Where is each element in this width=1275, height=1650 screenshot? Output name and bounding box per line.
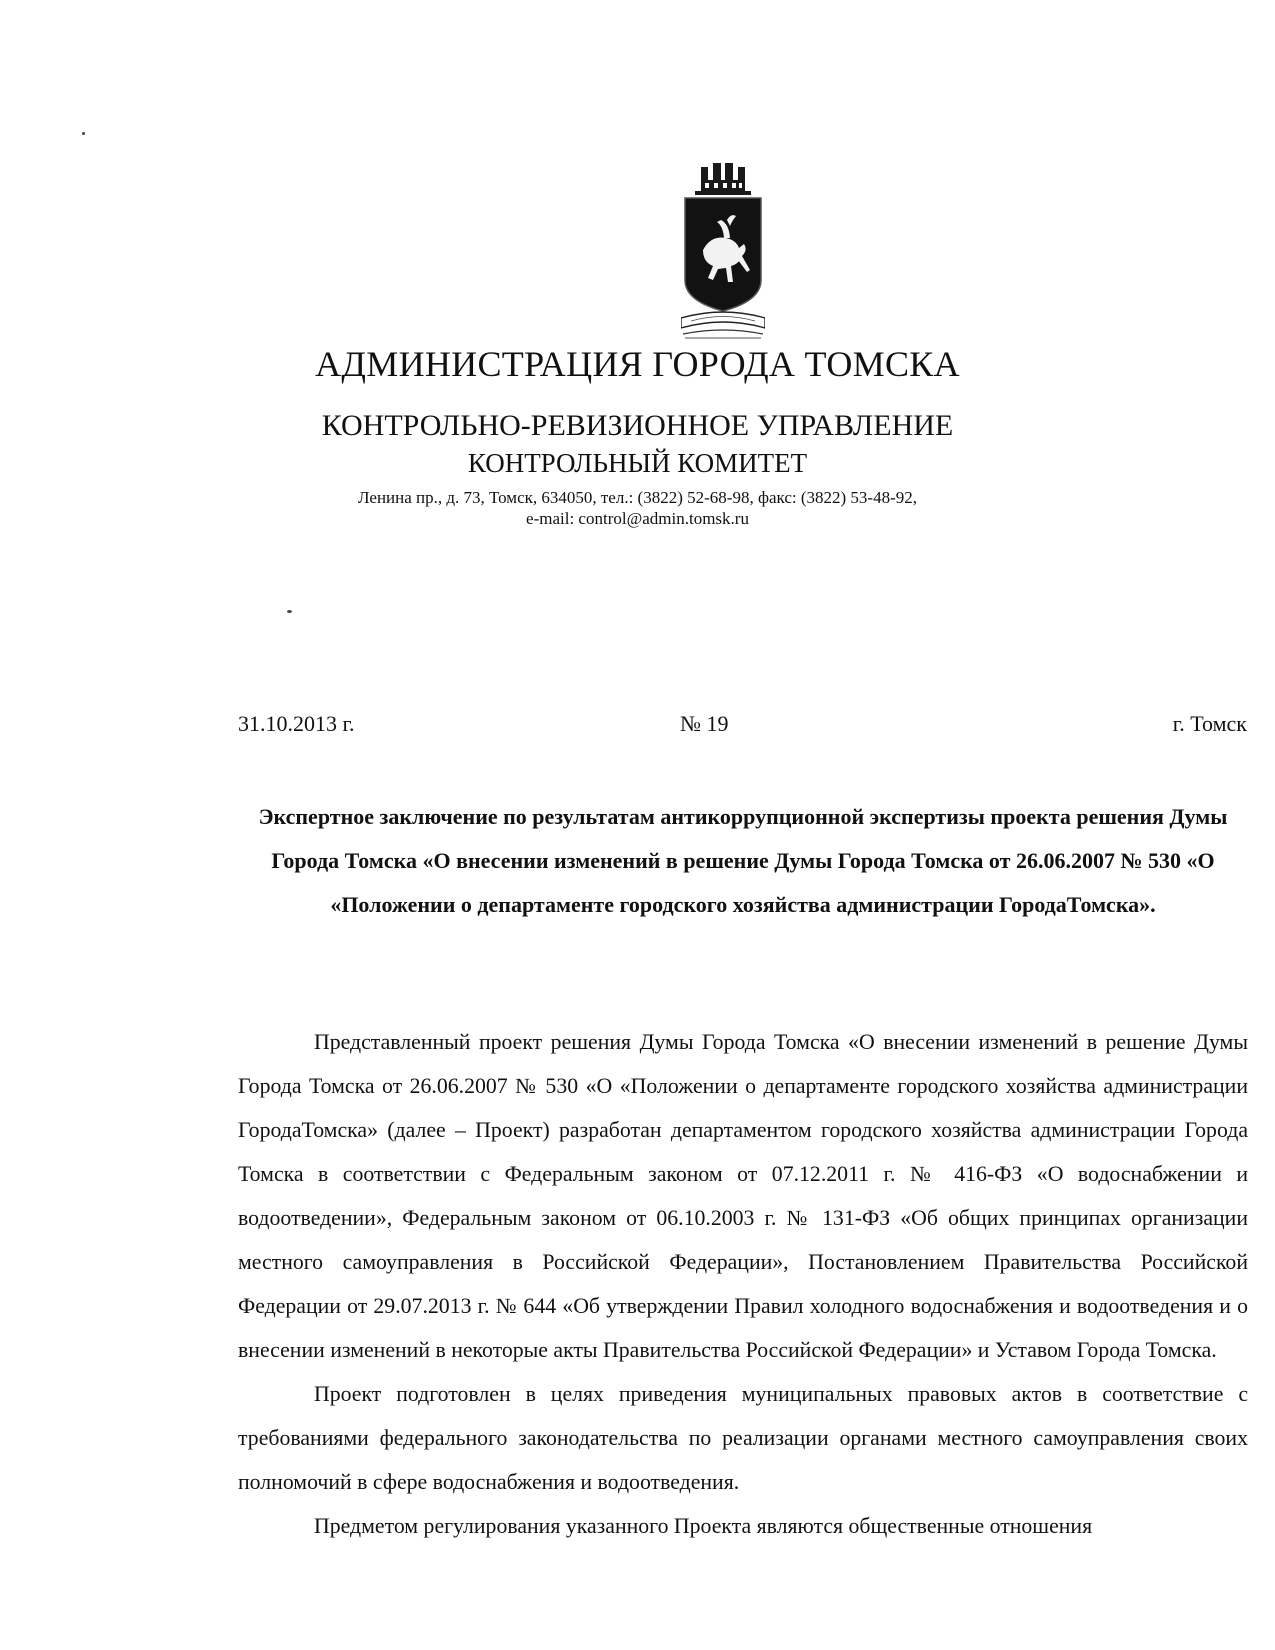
committee-title: КОНТРОЛЬНЫЙ КОМИТЕТ — [467, 448, 808, 478]
administration-title: АДМИНИСТРАЦИЯ ГОРОДА ТОМСКА — [315, 344, 960, 384]
document-city: г. Томск — [1172, 711, 1247, 736]
document-number: № 19 — [680, 711, 729, 736]
document-date: 31.10.2013 г. — [238, 711, 355, 736]
tomsk-coat-of-arms-icon — [681, 158, 765, 341]
ribbon-icon — [681, 312, 765, 338]
scan-speck — [287, 610, 292, 613]
contact-address — [0, 487, 1275, 529]
department-title: КОНТРОЛЬНО-РЕВИЗИОННОЕ УПРАВЛЕНИЕ — [321, 409, 954, 442]
email-line: e-mail: control@admin.tomsk.ru — [526, 509, 749, 528]
body-paragraph: Предметом регулирования указанного Проекта являются общественные отношения — [314, 1514, 1093, 1538]
scan-speck — [82, 132, 85, 135]
crown-icon — [695, 163, 751, 195]
document-body — [238, 1020, 1248, 1548]
document-title: Экспертное заключение по результатам антикоррупционной экспертизы проекта решения Думы Города Томска «О внесении изменений в решение Думы Города Томска от 26.06.2007 № 530 «О «Положении о департаменте городского хозяйства администрации ГородаТомска». — [258, 804, 1228, 917]
body-paragraph: Представленный проект решения Думы Города Томска «О внесении изменений в решение Думы Города Томска от 26.06.2007 № 530 «О «Положении о департаменте городского хозяйства администрации ГородаТомска» (далее – Проект) разработан департаментом городского хозяйства администрации Города Томска в соответствии с Федеральным законом от 07.12.2011 г. № 416-ФЗ «О водоснабжении и водоотведении», Федеральным законом от 06.10.2003 г. № 131-ФЗ «Об общих принципах организации местного самоуправления в Российской Федерации», Постановлением Правительства Российской Федерации от 29.07.2013 г. № 644 «Об утверждении Правил холодного водоснабжения и водоотведения и о внесении изменений в некоторые акты Правительства Российской Федерации» и Уставом Города Томска. — [238, 1030, 1248, 1362]
address-line: Ленина пр., д. 73, Томск, 634050, тел.: (3822) 52-68-98, факс: (3822) 53-48-92, — [357, 488, 918, 507]
body-paragraph: Проект подготовлен в целях приведения муниципальных правовых актов в соответствие с требованиями федерального законодательства по реализации органами местного самоуправления своих полномочий в сфере водоснабжения и водоотведения. — [238, 1382, 1248, 1494]
